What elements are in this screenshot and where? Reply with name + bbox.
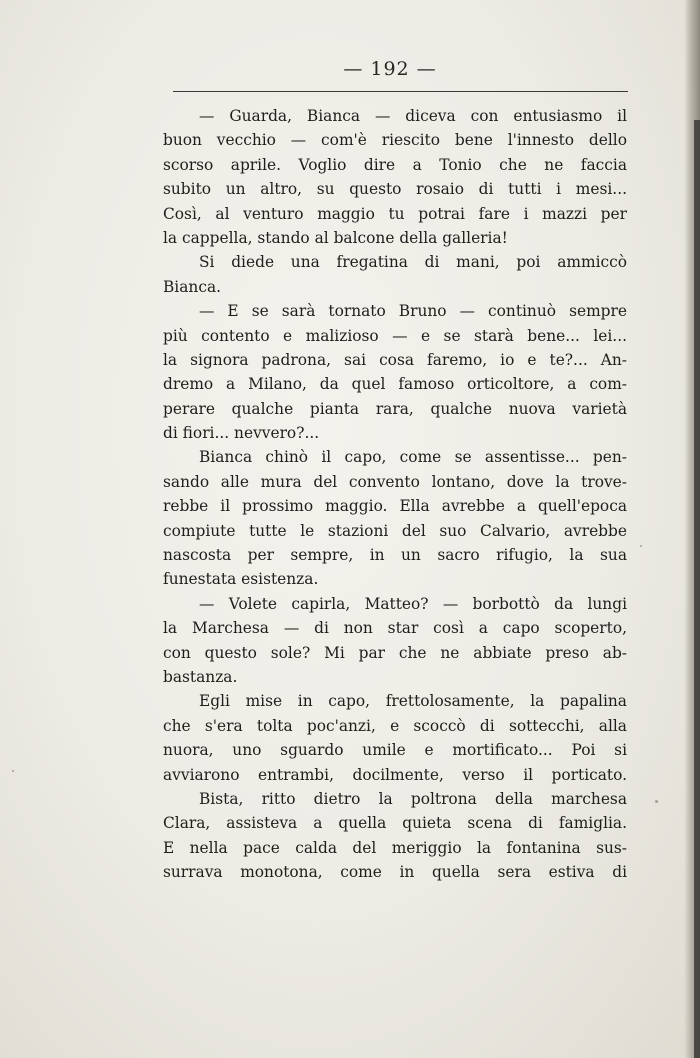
text-line: sando alle mura del convento lontano, dove la trove- (163, 472, 627, 491)
text-line: Bista, ritto dietro la poltrona della marchesa (199, 789, 627, 808)
text-line: Così, al venturo maggio tu potrai fare i mazzi per (163, 204, 627, 223)
text-line: Clara, assisteva a quella quieta scena di famiglia. (163, 814, 627, 833)
text-line: — E se sarà tornato Bruno — continuò sempre (199, 302, 627, 321)
text-line: la cappella, stando al balcone della galleria! (163, 228, 508, 247)
body-text (163, 104, 627, 885)
text-line: dremo a Milano, da quel famoso orticoltore, a com- (163, 375, 627, 394)
text-line: avviarono entrambi, docilmente, verso il porticato. (163, 765, 627, 784)
page-number: — 192 — (343, 58, 437, 80)
text-line: più contento e malizioso — e se starà bene... lei... (163, 326, 627, 345)
text-line: la signora padrona, sai cosa faremo, io e te?... An- (163, 350, 627, 369)
text-line: — Guarda, Bianca — diceva con entusiasmo il (199, 107, 627, 125)
text-line: bastanza. (163, 667, 238, 686)
text-line: Bianca chinò il capo, come se assentisse... pen- (199, 448, 627, 467)
scan-speck (640, 545, 642, 547)
text-line: scorso aprile. Voglio dire a Tonio che ne faccia (163, 155, 627, 174)
scan-speck (12, 770, 14, 772)
text-line: rebbe il prossimo maggio. Ella avrebbe a quell'epoca (163, 497, 627, 516)
text-line: nascosta per sempre, in un sacro rifugio, la sua (163, 546, 627, 565)
text-line: Si diede una fregatina di mani, poi ammiccò (199, 253, 627, 272)
text-line: di fiori... nevvero?... (163, 424, 320, 443)
header-rule (173, 91, 628, 92)
text-line: Bianca. (163, 277, 222, 296)
text-line: nuora, uno sguardo umile e mortificato... Poi si (163, 741, 627, 760)
text-line: che s'era tolta poc'anzi, e scoccò di sottecchi, alla (163, 716, 627, 735)
text-line: — Volete capirla, Matteo? — borbottò da lungi (199, 594, 627, 613)
page-edge-binding (694, 120, 700, 1058)
text-line: compiute tutte le stazioni del suo Calvario, avrebbe (163, 521, 627, 540)
text-line: funestata esistenza. (163, 570, 319, 589)
text-line: con questo sole? Mi par che ne abbiate preso ab- (163, 643, 627, 662)
text-line: surrava monotona, come in quella sera estiva di (163, 863, 627, 882)
text-line: perare qualche pianta rara, qualche nuova varietà (163, 399, 627, 418)
text-line: buon vecchio — com'è riescito bene l'innesto dello (163, 131, 627, 150)
text-line: Egli mise in capo, frettolosamente, la papalina (199, 692, 627, 711)
scan-speck (655, 800, 658, 803)
text-line: la Marchesa — di non star così a capo scoperto, (163, 619, 627, 638)
text-line: E nella pace calda del meriggio la fontanina sus- (163, 838, 627, 857)
text-line: subito un altro, su questo rosaio di tutti i mesi... (163, 180, 627, 199)
